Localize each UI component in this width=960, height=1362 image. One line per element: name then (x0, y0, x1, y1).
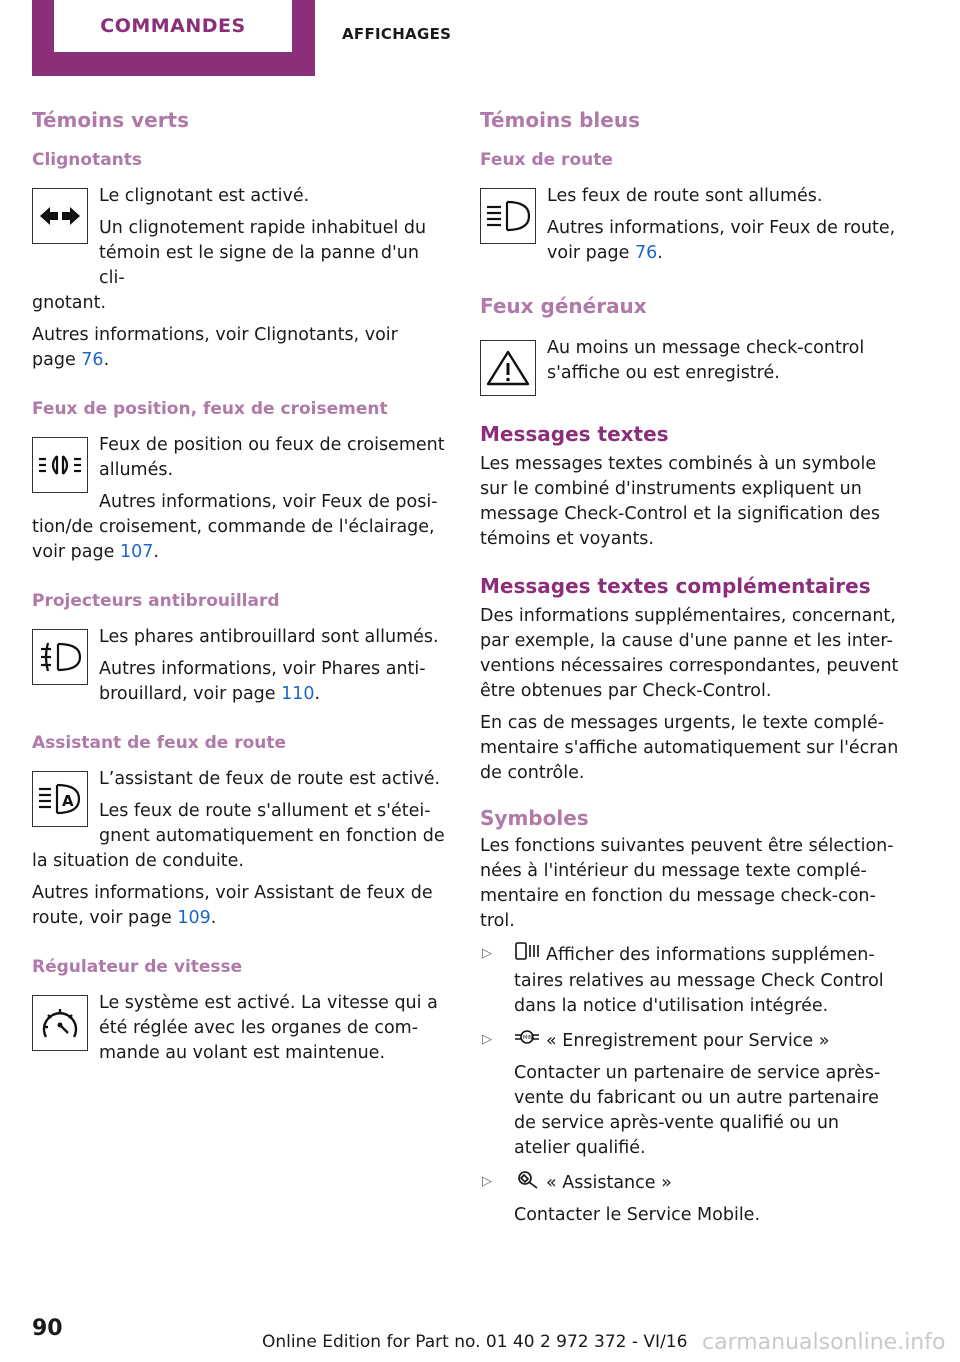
bullet-triangle-icon: ▷ (482, 946, 492, 961)
symboles-text-1: Les fonctions suivantes peuvent être sélection-nées à l'intérieur du message texte complé-mentaire en fonction du message check-con-trol. (480, 836, 894, 931)
heading-clignotants: Clignotants (32, 150, 143, 170)
antibrouillard-more: Autres informations, voir Phares anti-brouillard, voir page 110. (99, 659, 426, 704)
link-page-107[interactable]: 107 (119, 542, 154, 562)
position-text-1: Feux de position ou feux de croisement allumés. (99, 435, 445, 480)
heading-assistant: Assistant de feux de route (32, 733, 287, 753)
watermark: carmanualsonline.info (702, 1330, 946, 1355)
edition-footer: Online Edition for Part no. 01 40 2 972 372 - VI/16 (262, 1332, 688, 1352)
antibrouillard-block (32, 625, 446, 707)
feux-generaux-block (480, 336, 900, 392)
assistance-wrench-icon[interactable] (514, 1169, 540, 1197)
feux-generaux-text-1: Au moins un message check-control s'affiche ou est enregistré. (547, 338, 865, 383)
link-page-110[interactable]: 110 (281, 684, 315, 704)
messages-text-1: Les messages textes combinés à un symbole sur le combiné d'instruments expliquent un message Check-Control et la signification des témoins et voyants. (480, 454, 881, 549)
heading-regulateur: Régulateur de vitesse (32, 957, 243, 977)
clignotants-block (32, 184, 446, 291)
manual-book-icon[interactable] (514, 941, 540, 969)
section-title-green: Témoins verts (32, 108, 190, 132)
feux-route-text-1: Les feux de route sont allumés. (547, 186, 823, 206)
assistant-more: Autres informations, voir Assistant de feux de route, voir page 109. (32, 883, 433, 928)
regulateur-block (32, 991, 446, 1066)
tab-commandes[interactable]: COMMANDES (54, 0, 292, 52)
heading-complementaires: Messages textes complémentaires (480, 574, 871, 598)
list-item: ▷ Afficher des informations supplémen-taires relatives au message Check Control dans la notice d'utilisation intégrée. (480, 941, 900, 1019)
heading-feux-route: Feux de route (480, 150, 613, 170)
assistant-block (32, 767, 446, 849)
antibrouillard-text-1: Les phares antibrouillard sont allumés. (99, 627, 439, 647)
side-lights-icon (32, 437, 88, 493)
clignotants-text-2b: gnotant. (32, 293, 107, 313)
mini-service-icon[interactable] (514, 1027, 540, 1055)
high-beam-icon (480, 188, 536, 244)
svg-text:MINI: MINI (523, 1035, 535, 1041)
link-page-109[interactable]: 109 (177, 908, 211, 928)
heading-messages: Messages textes (480, 422, 669, 446)
feux-route-more: Autres informations, voir Feux de route, voir page 76. (547, 218, 896, 263)
complementaires-text-1: Des informations supplémentaires, concernant, par exemple, la cause d'une panne et les inter-ventions nécessaires correspondantes, peuvent être obtenues par Check-Control. (480, 606, 899, 701)
clignotants-more: Autres informations, voir Clignotants, voir page 76. (32, 325, 398, 370)
heading-feux-generaux: Feux généraux (480, 294, 647, 318)
heading-position: Feux de position, feux de croisement (32, 399, 388, 419)
symboles-list (480, 941, 900, 1228)
position-text-2a: Autres informations, voir Feux de posi- (99, 492, 438, 512)
cruise-control-icon (32, 995, 88, 1051)
bullet-triangle-icon: ▷ (482, 1174, 492, 1189)
section-title-blue: Témoins bleus (480, 108, 640, 132)
position-block (32, 433, 446, 515)
fog-light-icon (32, 629, 88, 685)
heading-antibrouillard: Projecteurs antibrouillard (32, 591, 280, 611)
assistance-text: Contacter le Service Mobile. (514, 1205, 761, 1225)
high-beam-assistant-icon (32, 771, 88, 827)
feux-route-block (480, 184, 900, 266)
bullet-triangle-icon: ▷ (482, 1032, 492, 1047)
clignotants-text-1: Le clignotant est activé. (99, 186, 310, 206)
complementaires-text-2: En cas de messages urgents, le texte complé-mentaire s'affiche automatiquement sur l'écran de contrôle. (480, 713, 899, 783)
assistant-text-1: L’assistant de feux de route est activé. (99, 769, 441, 789)
position-more: tion/de croisement, commande de l'éclairage, voir page 107. (32, 517, 435, 562)
warning-triangle-icon (480, 340, 536, 396)
page-number: 90 (32, 1316, 63, 1341)
service-text: Contacter un partenaire de service après-vente du fabricant ou un autre partenaire de service après-vente qualifié ou un atelier qualifié. (514, 1063, 881, 1158)
list-item: ▷ « Assistance » Contacter le Service Mobile. (480, 1169, 900, 1228)
svg-text:A: A (62, 792, 74, 810)
right-column (480, 108, 900, 1236)
assistant-text-2b: la situation de conduite. (32, 851, 244, 871)
turn-signal-arrows-icon (32, 188, 88, 244)
heading-symboles: Symboles (480, 806, 589, 830)
clignotants-text-2a: Un clignotement rapide inhabituel du témoin est le signe de la panne d'un cli- (99, 218, 427, 288)
regulateur-text-1: Le système est activé. La vitesse qui a été réglée avec les organes de com-mande au volant est maintenue. (99, 993, 438, 1063)
tab-affichages[interactable]: AFFICHAGES (342, 25, 452, 43)
list-item: ▷ MINI « Enregistrement pour Service » Contacter un partenaire de service après-vente du fabricant ou un autre partenaire de service après-vente qualifié ou un atelier qualifié. (480, 1027, 900, 1161)
assistant-text-2a: Les feux de route s'allument et s'étei-gnent automatiquement en fonction de (99, 801, 445, 846)
link-page-76-right[interactable]: 76 (634, 243, 658, 263)
link-page-76[interactable]: 76 (81, 350, 104, 370)
left-column (32, 108, 446, 1073)
